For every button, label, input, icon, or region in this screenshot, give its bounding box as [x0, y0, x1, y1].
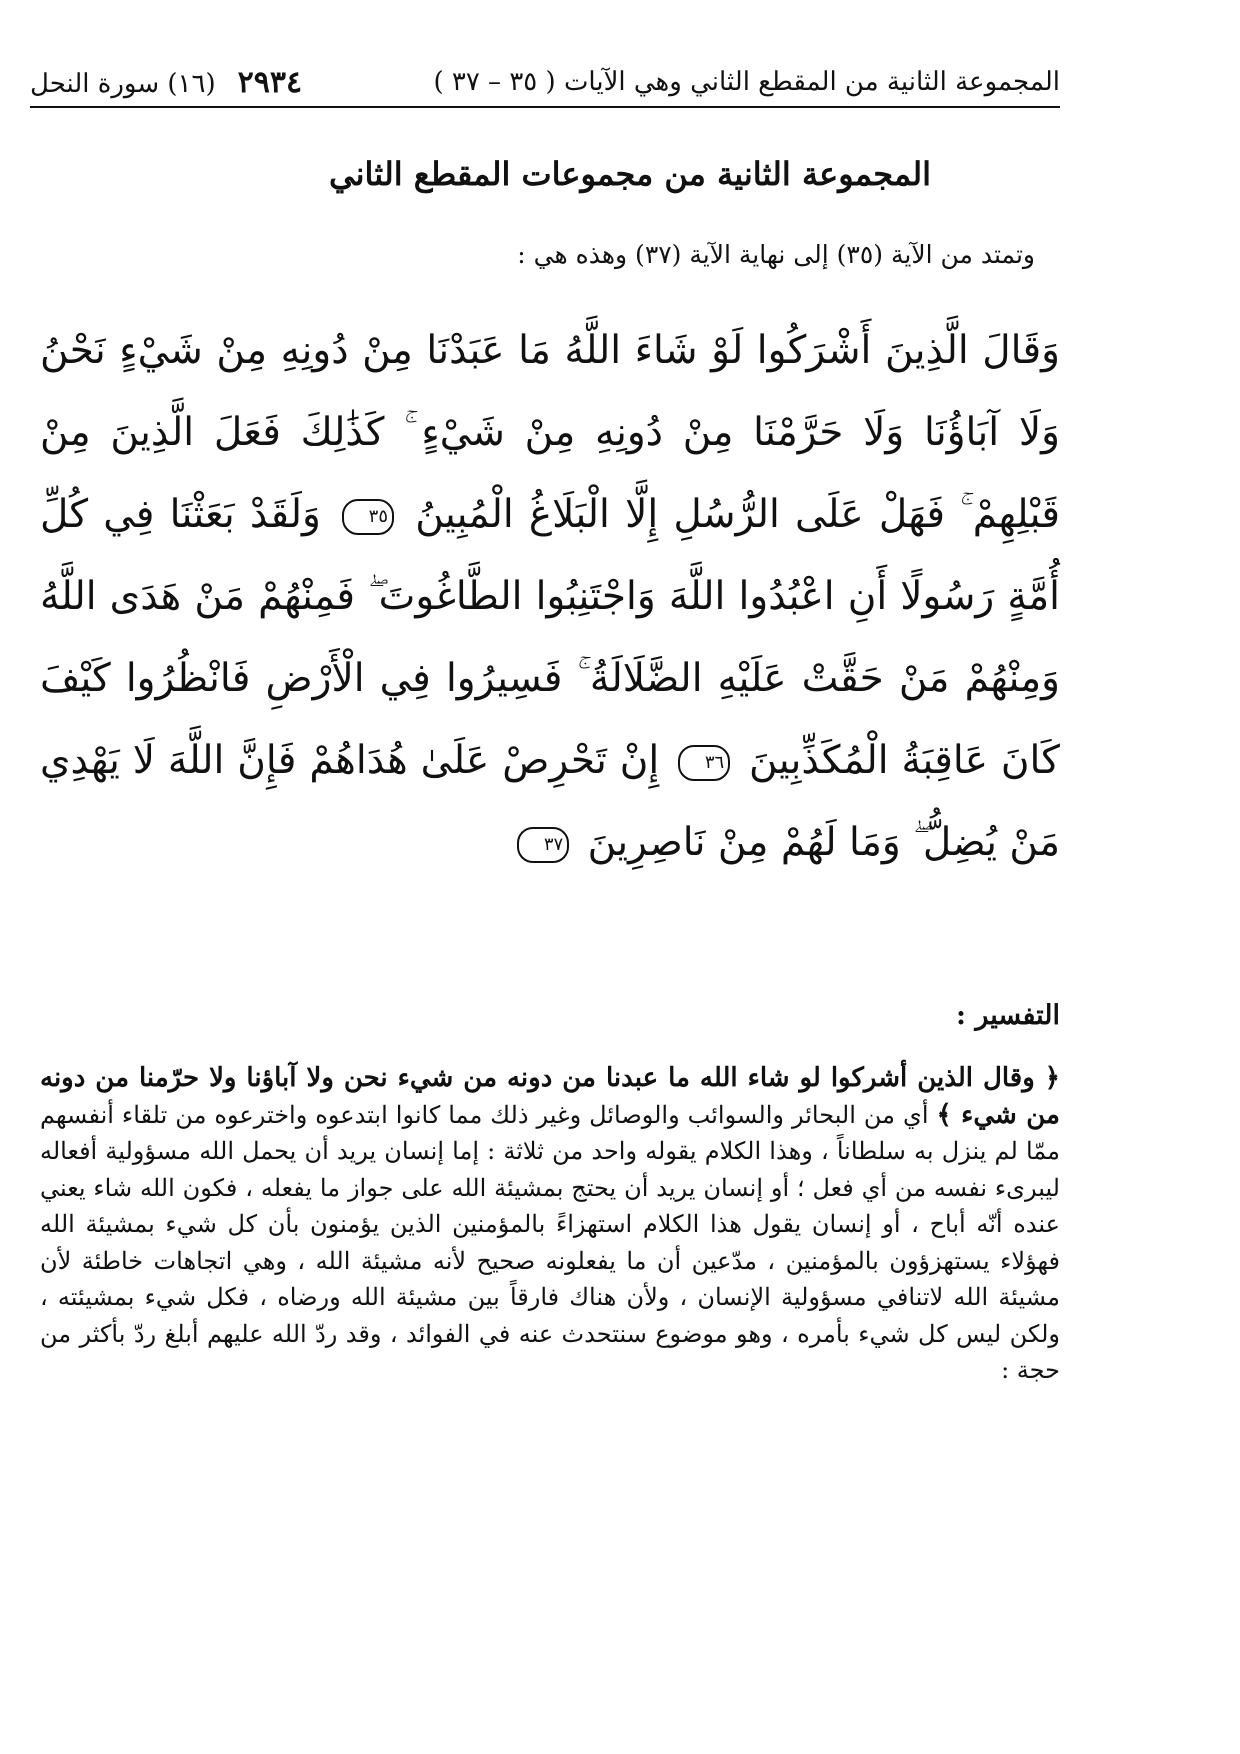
group-label: المجموعة الثانية من المقطع الثاني وهي الآيات ( ٣٥ – ٣٧ ): [433, 67, 1060, 97]
surah-label: (١٦) سورة النحل: [30, 68, 216, 99]
commentary-text: أي من البحائر والسوائب والوصائل وغير ذلك مما كانوا ابتدعوه واخترعوه من تلقاء أنفسهم ممّا لم ينزل به سلطاناً ، وهذا الكلام يقوله واحد من ثلاثة : إما إنسان يريد أن يحمل الله مسؤولية أفعاله ليبرىء نفسه من أي فعل ؛ أو إنسان يريد أن يحتج بمشيئة الله على جواز ما يفعله ، فكون الله شاء يعني عنده أنّه أباح ، أو إنسان يقول هذا الكلام استهزاءً بالمؤمنين الذين يؤمنون بأن كل شيء بمشيئة الله فهؤلاء يستهزؤون بالمؤمنين ، مدّعين أن ما يفعلونه صحيح لأنه مشيئة الله ، وهي اتجاهات خاطئة لأن مشيئة الله لاتنافي مسؤولية الإنسان ، ولأن هناك فارقاً بين مشيئة الله ورضاه ، فكل شيء بمشيئته ، ولكن ليس كل شيء بأمره ، وهو موضوع سنتحدث عنه في الفوائد ، وقد ردّ الله عليهم أبلغ ردّ بأكثر من حجة :: [40, 1100, 1060, 1384]
tafsir-heading: التفسير :: [955, 1000, 1060, 1031]
running-head: [30, 58, 1060, 108]
ayah-number-36: ٣٦: [678, 745, 730, 781]
quoted-verse: ﴿ وقال الذين أشركوا لو شاء الله ما عبدنا من دونه من شيء نحن ولا آباؤنا ولا حرّمنا من دونه من شيء ﴾: [40, 1063, 1060, 1130]
commentary: [40, 1060, 1060, 1389]
page-number: ٢٩٣٤: [237, 64, 303, 100]
section-intro: وتمتد من الآية (٣٥) إلى نهاية الآية (٣٧) وهذه هي :: [517, 240, 1035, 269]
quran-verses: [40, 310, 1060, 884]
verse-37: إِنْ تَحْرِصْ عَلَىٰ هُدَاهُمْ فَإِنَّ اللَّهَ لَا يَهْدِي مَنْ يُضِلُّ ۖ وَمَا لَهُمْ مِنْ نَاصِرِينَ: [40, 738, 1060, 865]
verse-36: وَلَقَدْ بَعَثْنَا فِي كُلِّ أُمَّةٍ رَسُولًا أَنِ اعْبُدُوا اللَّهَ وَاجْتَنِبُوا الطَّاغُوتَ ۖ فَمِنْهُمْ مَنْ هَدَى اللَّهُ وَمِنْهُمْ مَنْ حَقَّتْ عَلَيْهِ الضَّلَالَةُ ۚ فَسِيرُوا فِي الْأَرْضِ فَانْظُرُوا كَيْفَ كَانَ عَاقِبَةُ الْمُكَذِّبِينَ: [40, 492, 1060, 783]
ayah-number-37: ٣٧: [517, 827, 569, 863]
running-head-right: [30, 65, 302, 100]
ayah-number-35: ٣٥: [342, 499, 394, 535]
verse-35: وَقَالَ الَّذِينَ أَشْرَكُوا لَوْ شَاءَ اللَّهُ مَا عَبَدْنَا مِنْ دُونِهِ مِنْ شَيْءٍ نَحْنُ وَلَا آبَاؤُنَا وَلَا حَرَّمْنَا مِنْ دُونِهِ مِنْ شَيْءٍ ۚ كَذَٰلِكَ فَعَلَ الَّذِينَ مِنْ قَبْلِهِمْ ۚ فَهَلْ عَلَى الرُّسُلِ إِلَّا الْبَلَاغُ الْمُبِينُ: [40, 328, 1060, 537]
section-title: المجموعة الثانية من مجموعات المقطع الثاني: [328, 155, 932, 193]
